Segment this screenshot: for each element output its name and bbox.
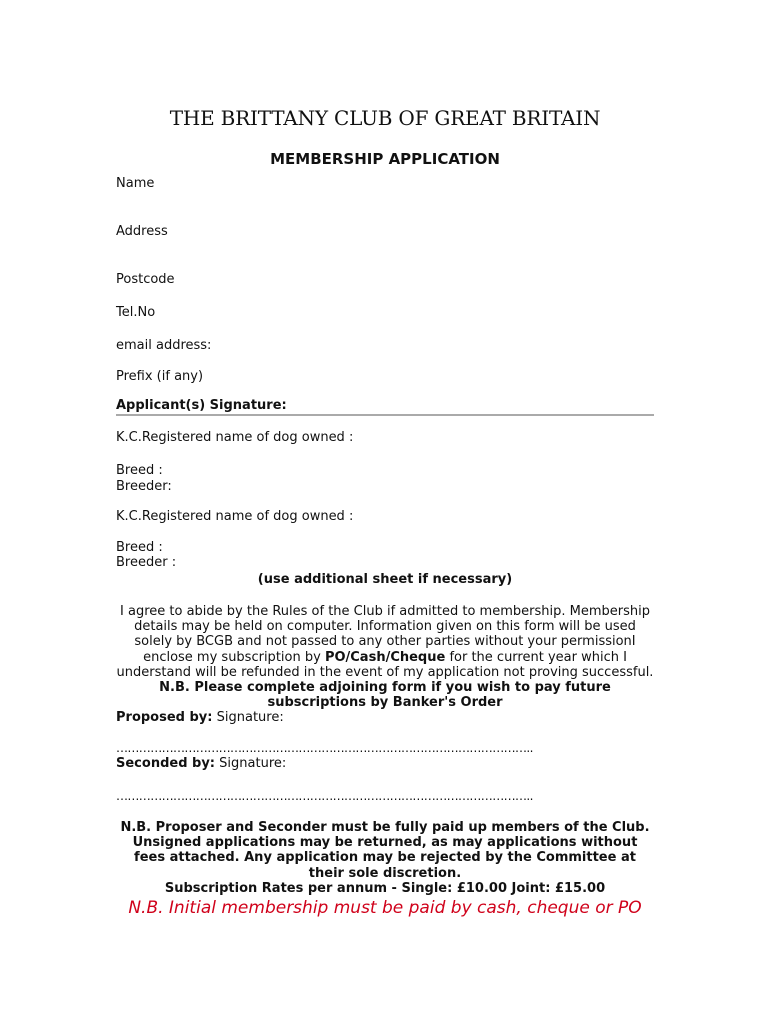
dog-2-breeder-label: Breeder :: [116, 555, 177, 570]
seconder-signature-label: Signature:: [219, 756, 287, 771]
additional-sheet-note: (use additional sheet if necessary): [257, 572, 513, 587]
postcode-field-label: Postcode: [116, 272, 175, 287]
applicant-signature-label: Applicant(s) Signature:: [116, 398, 287, 413]
prefix-field-label: Prefix (if any): [116, 369, 204, 384]
proposer-line: [116, 710, 284, 725]
email-field-label: email address:: [116, 338, 212, 353]
agreement-text-2: for the current year which I understand will be refunded in the event of my application not proving successful.: [116, 649, 654, 680]
agreement-text-1: I agree to abide by the Rules of the Club if admitted to membership. Membership details may be held on computer. Information given on this form will be used solely by BCGB and not passed to any other parties without your permissionI enclose my subscription by: [120, 604, 650, 665]
proposer-label: Proposed by:: [116, 710, 213, 725]
address-field-label: Address: [116, 224, 168, 239]
agreement-paragraph: [116, 604, 654, 710]
dog-1-breed-label: Breed :: [116, 463, 163, 478]
dog-2-kc-name-label: K.C.Registered name of dog owned :: [116, 509, 354, 524]
dog-2-breed-label: Breed :: [116, 540, 163, 555]
dog-1-kc-name-label: K.C.Registered name of dog owned :: [116, 430, 354, 445]
signature-divider: [116, 414, 654, 416]
tel-field-label: Tel.No: [116, 305, 156, 320]
form-title: MEMBERSHIP APPLICATION: [270, 150, 500, 168]
name-field-label: Name: [116, 176, 155, 191]
seconder-signature-line: ………………………………………………………………………………………………..: [116, 789, 533, 803]
seconder-line: [116, 756, 286, 771]
proposer-seconder-notice: N.B. Proposer and Seconder must be fully paid up members of the Club. Unsigned applications may be returned, as may applications without fees attached. Any application may be rejected by the Committee at their sole discretion.: [120, 820, 650, 881]
seconder-label: Seconded by:: [116, 756, 216, 771]
subscription-rates: Subscription Rates per annum - Single: £10.00 Joint: £15.00: [164, 881, 606, 896]
dog-1-breeder-label: Breeder:: [116, 479, 172, 494]
proposer-signature-label: Signature:: [216, 710, 284, 725]
payment-methods: PO/Cash/Cheque: [324, 649, 446, 665]
proposer-signature-line: ………………………………………………………………………………………………..: [116, 741, 533, 755]
club-name-heading: THE BRITTANY CLUB OF GREAT BRITAIN: [169, 106, 601, 130]
bankers-order-note: N.B. Please complete adjoining form if you wish to pay future subscriptions by Banker's Order: [159, 680, 611, 711]
initial-membership-notice: N.B. Initial membership must be paid by cash, cheque or PO: [128, 898, 642, 918]
